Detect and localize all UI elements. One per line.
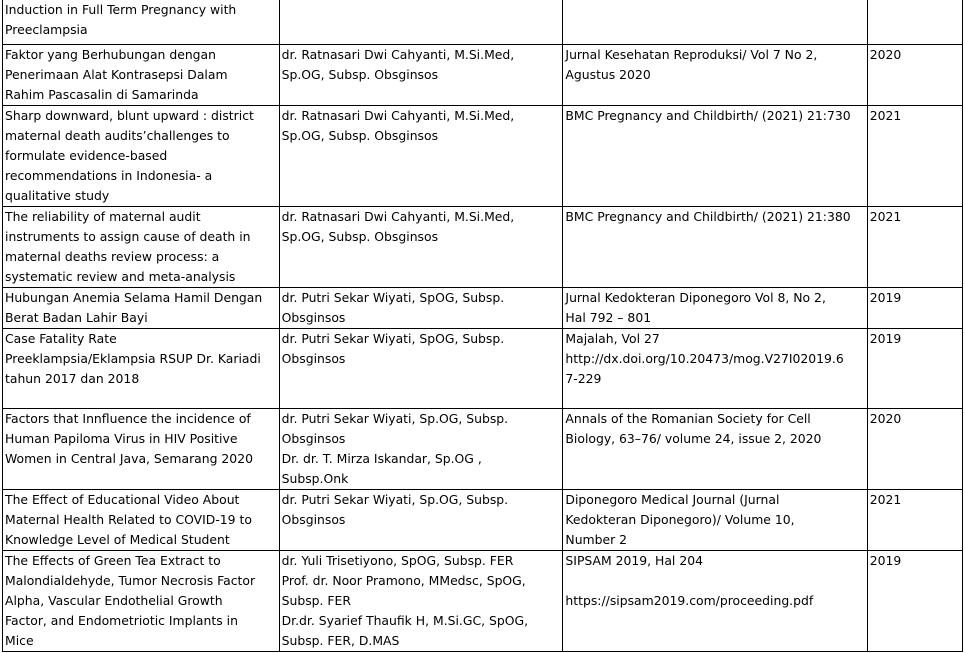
publication-title-cell: [3, 489, 280, 550]
publication-year-cell: [867, 44, 962, 105]
publication-year-cell: [867, 408, 962, 489]
publication-year-cell: [867, 105, 962, 206]
cell-text-line: Sp.OG, Subsp. Obsginsos: [281, 66, 439, 82]
cell-text-line: http://dx.doi.org/10.20473/mog.V27I02019.6: [565, 350, 844, 366]
cell-text-line: recommendations in Indonesia- a: [5, 167, 213, 183]
publication-journal-cell: [563, 489, 867, 550]
cell-text-line: Factors that Innfluence the incidence of: [5, 410, 251, 426]
cell-text-line: dr. Putri Sekar Wiyati, Sp.OG, Subsp.: [281, 410, 509, 426]
cell-text-line: Biology, 63–76/ volume 24, issue 2, 2020: [565, 430, 822, 446]
cell-text-line: 2020: [869, 410, 902, 426]
cell-text-line: Majalah, Vol 27: [565, 330, 660, 346]
cell-text-line: Hal 792 – 801: [565, 309, 652, 325]
table-row: [3, 206, 963, 287]
cell-text-line: Knowledge Level of Medical Student: [5, 531, 230, 547]
cell-text-line: Women in Central Java, Semarang 2020: [5, 450, 253, 466]
cell-text-line: dr. Putri Sekar Wiyati, Sp.OG, Subsp.: [281, 491, 509, 507]
cell-text-line: BMC Pregnancy and Childbirth/ (2021) 21:380: [565, 208, 851, 224]
publication-year-cell: [867, 287, 962, 328]
cell-text-line: Kedokteran Diponegoro)/ Volume 10,: [565, 511, 795, 527]
cell-text-line: Prof. dr. Noor Pramono, MMedsc, SpOG,: [281, 572, 526, 588]
cell-text-line: instruments to assign cause of death in: [5, 228, 251, 244]
table-row: [3, 328, 963, 408]
cell-text-line: 2020: [869, 46, 902, 62]
cell-text-line: Preeklampsia/Eklampsia RSUP Dr. Kariadi: [5, 350, 261, 366]
cell-text-line: Obsginsos: [281, 350, 346, 366]
cell-text-line: dr. Putri Sekar Wiyati, SpOG, Subsp.: [281, 289, 505, 305]
cell-text-line: Diponegoro Medical Journal (Jurnal: [565, 491, 780, 507]
cell-text-line: Rahim Pascasalin di Samarinda: [5, 86, 199, 102]
cell-text-line: formulate evidence-based: [5, 147, 168, 163]
publication-journal-cell: [563, 328, 867, 408]
cell-text-line: maternal death audits’challenges to: [5, 127, 230, 143]
cell-text-line: 7-229: [565, 370, 602, 386]
cell-text-line: dr. Ratnasari Dwi Cahyanti, M.Si.Med,: [281, 107, 515, 123]
cell-text-line: 2021: [869, 208, 902, 224]
publication-authors-cell: [279, 287, 563, 328]
publication-title-cell: [3, 550, 280, 651]
cell-text-line: The Effects of Green Tea Extract to: [5, 552, 221, 568]
cell-text-line: Jurnal Kedokteran Diponegoro Vol 8, No 2,: [565, 289, 826, 305]
table-row: [3, 550, 963, 651]
cell-text-line: tahun 2017 dan 2018: [5, 370, 140, 386]
cell-text-line: Annals of the Romanian Society for Cell: [565, 410, 811, 426]
cell-text-line: 2021: [869, 107, 902, 123]
cell-text-line: Faktor yang Berhubungan dengan: [5, 46, 216, 62]
cell-text-line: Sp.OG, Subsp. Obsginsos: [281, 228, 439, 244]
cell-text-line: Mice: [5, 632, 34, 648]
publication-title-cell: [3, 44, 280, 105]
publication-authors-cell: [279, 489, 563, 550]
publication-authors-cell: [279, 328, 563, 408]
publication-table-page: [2, 0, 963, 652]
cell-text-line: Alpha, Vascular Endothelial Growth: [5, 592, 223, 608]
table-row: [3, 408, 963, 489]
table-row: [3, 105, 963, 206]
cell-text-line: Obsginsos: [281, 511, 346, 527]
table-row: [3, 489, 963, 550]
cell-text-line: Case Fatality Rate: [5, 330, 117, 346]
publication-authors-cell: [279, 550, 563, 651]
cell-text-line: Hubungan Anemia Selama Hamil Dengan: [5, 289, 263, 305]
cell-text-line: Subsp. FER: [281, 592, 351, 608]
publication-title-cell: [3, 0, 280, 44]
publication-table-body: [3, 0, 963, 651]
publication-year-cell: [867, 489, 962, 550]
cell-text-line: systematic review and meta-analysis: [5, 268, 236, 284]
publication-authors-cell: [279, 0, 563, 44]
cell-text-line: Induction in Full Term Pregnancy with: [5, 2, 237, 17]
publication-year-cell: [867, 328, 962, 408]
publication-title-cell: [3, 328, 280, 408]
cell-text-line: BMC Pregnancy and Childbirth/ (2021) 21:730: [565, 107, 851, 123]
cell-text-line: Jurnal Kesehatan Reproduksi/ Vol 7 No 2,: [565, 46, 818, 62]
cell-text-line: 2019: [869, 289, 902, 305]
cell-text-line: Sharp downward, blunt upward : district: [5, 107, 254, 123]
publication-title-cell: [3, 206, 280, 287]
publication-authors-cell: [279, 206, 563, 287]
cell-text-line: 2021: [869, 491, 902, 507]
publication-journal-cell: [563, 206, 867, 287]
publication-journal-cell: [563, 105, 867, 206]
publication-journal-cell: [563, 287, 867, 328]
cell-text-line: Agustus 2020: [565, 66, 651, 82]
cell-text-line: 2019: [869, 330, 902, 346]
cell-text-line: dr. Yuli Trisetiyono, SpOG, Subsp. FER: [281, 552, 514, 568]
publication-year-cell: [867, 550, 962, 651]
publication-authors-cell: [279, 408, 563, 489]
cell-text-line: dr. Ratnasari Dwi Cahyanti, M.Si.Med,: [281, 208, 515, 224]
cell-text-line: The reliability of maternal audit: [5, 208, 201, 224]
cell-text-line: Obsginsos: [281, 430, 346, 446]
publication-table: [2, 0, 963, 652]
publication-title-cell: [3, 408, 280, 489]
cell-text-line: 2019: [869, 552, 902, 568]
cell-text-line: dr. Putri Sekar Wiyati, SpOG, Subsp.: [281, 330, 505, 346]
cell-text-line: Dr.dr. Syarief Thaufik H, M.Si.GC, SpOG,: [281, 612, 529, 628]
publication-journal-cell: [563, 550, 867, 651]
cell-text-line: dr. Ratnasari Dwi Cahyanti, M.Si.Med,: [281, 46, 515, 62]
cell-text-line: Malondialdehyde, Tumor Necrosis Factor: [5, 572, 256, 588]
cell-text-line: Dr. dr. T. Mirza Iskandar, Sp.OG ,: [281, 450, 482, 466]
cell-text-line: The Effect of Educational Video About: [5, 491, 240, 507]
cell-text-line: qualitative study: [5, 187, 110, 203]
publication-title-cell: [3, 105, 280, 206]
table-row: [3, 44, 963, 105]
cell-text-line: https://sipsam2019.com/proceeding.pdf: [565, 592, 814, 608]
cell-text-line: Human Papiloma Virus in HIV Positive: [5, 430, 238, 446]
publication-authors-cell: [279, 105, 563, 206]
blank-line: [565, 571, 864, 591]
publication-journal-cell: [563, 44, 867, 105]
publication-journal-cell: [563, 0, 867, 44]
table-row: [3, 287, 963, 328]
cell-text-line: Preeclampsia: [5, 22, 88, 37]
publication-authors-cell: [279, 44, 563, 105]
publication-title-cell: [3, 287, 280, 328]
publication-journal-cell: [563, 408, 867, 489]
table-row: [3, 0, 963, 44]
cell-text-line: Subsp.Onk: [281, 470, 349, 486]
cell-text-line: Maternal Health Related to COVID-19 to: [5, 511, 252, 527]
publication-year-cell: [867, 206, 962, 287]
cell-text-line: Berat Badan Lahir Bayi: [5, 309, 148, 325]
cell-text-line: Penerimaan Alat Kontrasepsi Dalam: [5, 66, 228, 82]
cell-text-line: Obsginsos: [281, 309, 346, 325]
cell-text-line: SIPSAM 2019, Hal 204: [565, 552, 703, 568]
cell-text-line: Sp.OG, Subsp. Obsginsos: [281, 127, 439, 143]
cell-text-line: Number 2: [565, 531, 628, 547]
cell-text-line: maternal deaths review process: a: [5, 248, 220, 264]
cell-text-line: Subsp. FER, D.MAS: [281, 632, 400, 648]
cell-text-line: Factor, and Endometriotic Implants in: [5, 612, 238, 628]
publication-year-cell: [867, 0, 962, 44]
